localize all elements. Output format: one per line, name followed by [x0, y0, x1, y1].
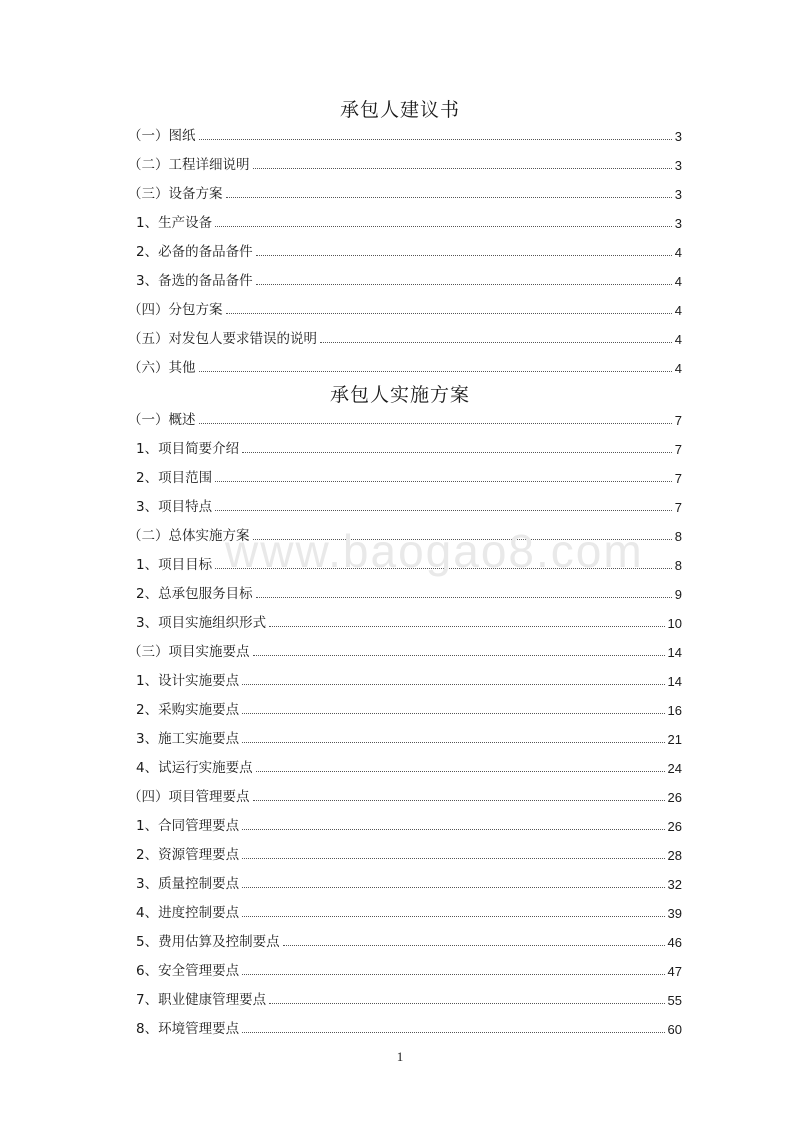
toc-entry-label: 1、设计实施要点 — [136, 673, 240, 689]
toc-entry-page-number: 4 — [674, 332, 682, 347]
toc-entry-page-number: 39 — [667, 906, 682, 921]
toc-entry-page-number: 47 — [667, 964, 682, 979]
toc-entry[interactable] — [128, 718, 682, 747]
toc-entry-label: （二）总体实施方案 — [128, 528, 250, 544]
toc-entry-label: 2、总承包服务目标 — [136, 586, 253, 602]
toc-entry-label: 2、项目范围 — [136, 470, 213, 486]
toc-entry-page-number: 55 — [667, 993, 682, 1008]
toc-entry-page-number: 46 — [667, 935, 682, 950]
toc-dot-leader — [242, 973, 664, 975]
toc-entry-page-number: 4 — [674, 361, 682, 376]
toc-entry-page-number: 14 — [667, 645, 682, 660]
toc-dot-leader — [199, 138, 672, 140]
toc-dot-leader — [253, 167, 672, 169]
section-title-implementation: 承包人实施方案 — [329, 384, 470, 406]
toc-dot-leader — [256, 254, 672, 256]
toc-entry[interactable] — [128, 115, 682, 144]
toc-entry-label: 3、备选的备品备件 — [136, 273, 253, 289]
toc-entry[interactable] — [128, 689, 682, 718]
toc-dot-leader — [242, 451, 672, 453]
toc-dot-leader — [199, 370, 672, 372]
footer-page-number: 1 — [396, 1049, 404, 1064]
toc-entry-page-number: 3 — [674, 129, 682, 144]
toc-entry-label: 3、项目实施组织形式 — [136, 615, 267, 631]
toc-dot-leader — [242, 886, 664, 888]
toc-dot-leader — [199, 422, 672, 424]
toc-dot-leader — [256, 596, 672, 598]
toc-list-implementation — [128, 399, 682, 1037]
toc-entry-label: 2、资源管理要点 — [136, 847, 240, 863]
toc-entry-label: 2、必备的备品备件 — [136, 244, 253, 260]
toc-entry[interactable] — [128, 863, 682, 892]
toc-entry-label: （三）项目实施要点 — [128, 644, 250, 660]
toc-entry-label: 3、施工实施要点 — [136, 731, 240, 747]
toc-entry[interactable] — [128, 950, 682, 979]
toc-entry-label: 2、采购实施要点 — [136, 702, 240, 718]
toc-entry-page-number: 4 — [674, 245, 682, 260]
toc-dot-leader — [242, 857, 664, 859]
toc-entry-page-number: 21 — [667, 732, 682, 747]
toc-dot-leader — [242, 1031, 664, 1033]
toc-entry-page-number: 26 — [667, 819, 682, 834]
toc-entry-page-number: 8 — [674, 558, 682, 573]
toc-dot-leader — [242, 683, 664, 685]
toc-entry-page-number: 4 — [674, 274, 682, 289]
toc-entry-label: 7、职业健康管理要点 — [136, 992, 267, 1008]
toc-entry[interactable] — [128, 144, 682, 173]
toc-entry[interactable] — [128, 318, 682, 347]
toc-dot-leader — [215, 225, 672, 227]
toc-entry[interactable] — [128, 921, 682, 950]
toc-entry-label: （四）分包方案 — [128, 302, 223, 318]
toc-entry-page-number: 8 — [674, 529, 682, 544]
toc-entry[interactable] — [128, 399, 682, 428]
toc-entry-page-number: 7 — [674, 471, 682, 486]
toc-entry[interactable] — [128, 602, 682, 631]
toc-entry-label: （三）设备方案 — [128, 186, 223, 202]
toc-dot-leader — [226, 196, 672, 198]
toc-entry-label: 1、生产设备 — [136, 215, 213, 231]
toc-entry[interactable] — [128, 631, 682, 660]
toc-entry-label: （一）概述 — [128, 412, 196, 428]
toc-entry[interactable] — [128, 1008, 682, 1037]
toc-entry-page-number: 26 — [667, 790, 682, 805]
toc-entry-label: 1、项目简要介绍 — [136, 441, 240, 457]
toc-dot-leader — [320, 341, 672, 343]
toc-dot-leader — [242, 828, 664, 830]
toc-entry[interactable] — [128, 457, 682, 486]
toc-entry-label: 5、费用估算及控制要点 — [136, 934, 280, 950]
toc-dot-leader — [253, 654, 665, 656]
toc-entry-label: （一）图纸 — [128, 128, 196, 144]
toc-entry[interactable] — [128, 202, 682, 231]
toc-dot-leader — [226, 312, 672, 314]
toc-entry-page-number: 16 — [667, 703, 682, 718]
toc-dot-leader — [242, 712, 664, 714]
toc-dot-leader — [242, 915, 664, 917]
toc-dot-leader — [242, 741, 664, 743]
toc-dot-leader — [215, 509, 672, 511]
toc-entry-page-number: 3 — [674, 187, 682, 202]
toc-dot-leader — [269, 1002, 664, 1004]
toc-entry[interactable] — [128, 660, 682, 689]
toc-entry-page-number: 24 — [667, 761, 682, 776]
toc-entry-label: （四）项目管理要点 — [128, 789, 250, 805]
toc-entry[interactable] — [128, 428, 682, 457]
toc-entry-page-number: 10 — [667, 616, 682, 631]
toc-entry[interactable] — [128, 834, 682, 863]
toc-entry-page-number: 28 — [667, 848, 682, 863]
toc-dot-leader — [215, 480, 672, 482]
toc-entry[interactable] — [128, 805, 682, 834]
toc-entry-label: 3、项目特点 — [136, 499, 213, 515]
toc-entry[interactable] — [128, 231, 682, 260]
toc-dot-leader — [256, 770, 665, 772]
watermark: www.baogao8.com — [225, 525, 644, 577]
toc-entry[interactable] — [128, 289, 682, 318]
toc-entry-page-number: 60 — [667, 1022, 682, 1037]
toc-entry[interactable] — [128, 892, 682, 921]
toc-entry-page-number: 32 — [667, 877, 682, 892]
toc-entry[interactable] — [128, 260, 682, 289]
toc-dot-leader — [256, 283, 672, 285]
toc-entry-label: 8、环境管理要点 — [136, 1021, 240, 1037]
toc-entry[interactable] — [128, 747, 682, 776]
toc-entry[interactable] — [128, 776, 682, 805]
toc-entry-label: 1、项目目标 — [136, 557, 213, 573]
toc-entry-page-number: 7 — [674, 413, 682, 428]
toc-entry[interactable] — [128, 486, 682, 515]
toc-entry-label: 4、进度控制要点 — [136, 905, 240, 921]
toc-entry[interactable] — [128, 173, 682, 202]
toc-entry-page-number: 3 — [674, 216, 682, 231]
toc-entry-label: （二）工程详细说明 — [128, 157, 250, 173]
toc-dot-leader — [253, 799, 665, 801]
toc-entry-label: （六）其他 — [128, 360, 196, 376]
toc-entry-label: （五）对发包人要求错误的说明 — [128, 331, 317, 347]
toc-entry-page-number: 3 — [674, 158, 682, 173]
toc-entry[interactable] — [128, 979, 682, 1008]
toc-entry-label: 3、质量控制要点 — [136, 876, 240, 892]
toc-entry-label: 1、合同管理要点 — [136, 818, 240, 834]
toc-entry-page-number: 7 — [674, 442, 682, 457]
toc-list-proposal — [128, 115, 682, 376]
toc-entry-page-number: 7 — [674, 500, 682, 515]
toc-entry-label: 6、安全管理要点 — [136, 963, 240, 979]
toc-dot-leader — [283, 944, 665, 946]
toc-entry[interactable] — [128, 347, 682, 376]
toc-entry-label: 4、试运行实施要点 — [136, 760, 253, 776]
toc-entry-page-number: 9 — [674, 587, 682, 602]
section-title-proposal: 承包人建议书 — [339, 99, 460, 121]
toc-dot-leader — [269, 625, 664, 627]
toc-entry-page-number: 14 — [667, 674, 682, 689]
toc-entry-page-number: 4 — [674, 303, 682, 318]
